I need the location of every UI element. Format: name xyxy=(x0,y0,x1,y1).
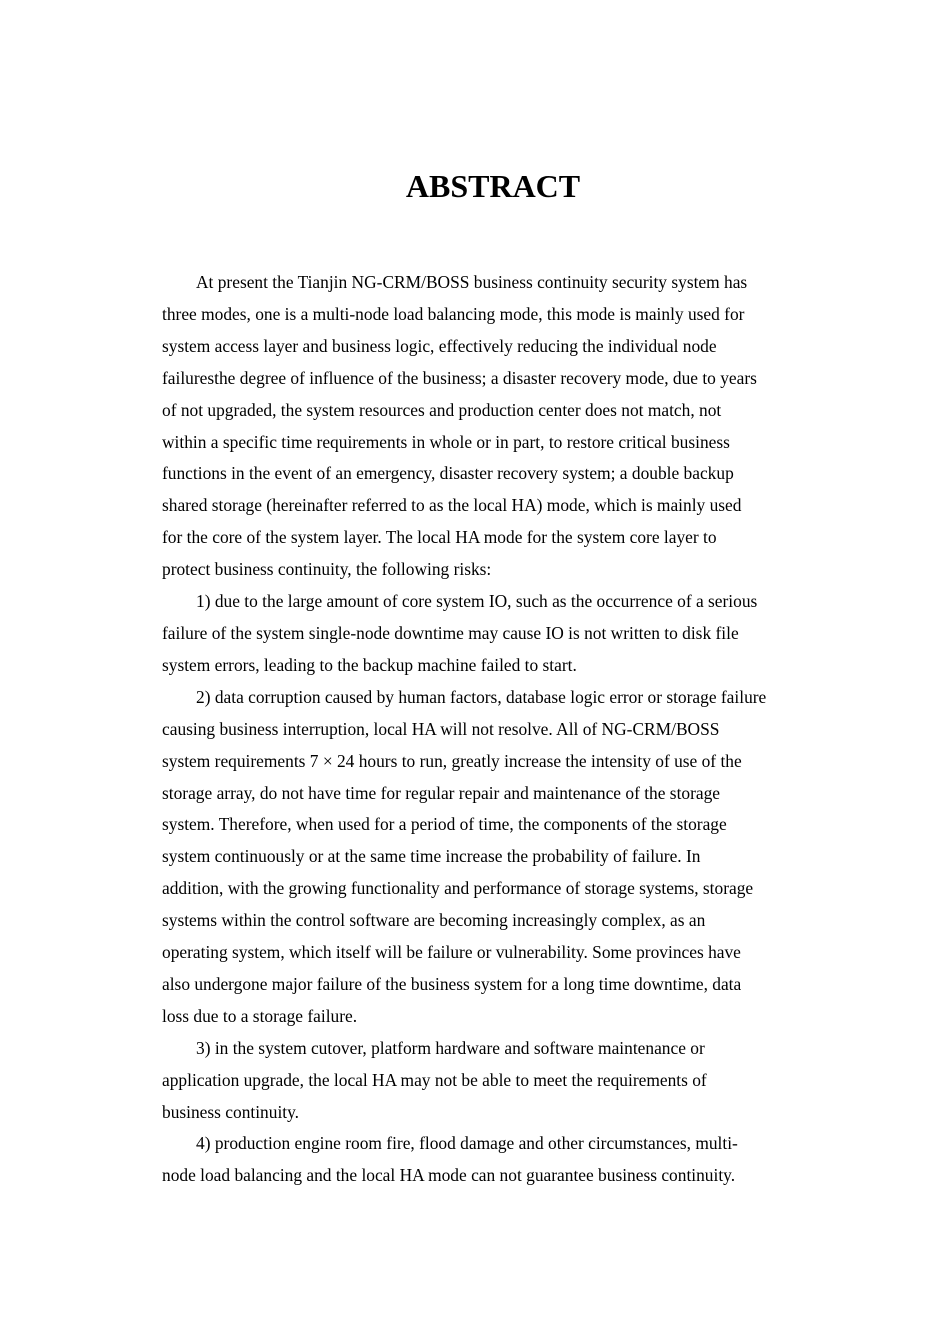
abstract-body xyxy=(162,267,826,1192)
text-line: operating system, which itself will be failure or vulnerability. Some provinces have xyxy=(162,942,741,963)
text-line: 3) in the system cutover, platform hardware and software maintenance or xyxy=(196,1037,705,1058)
text-line: causing business interruption, local HA will not resolve. All of NG-CRM/BOSS xyxy=(162,718,720,739)
text-line: 4) production engine room fire, flood damage and other circumstances, multi- xyxy=(196,1133,738,1154)
paragraph-risk-1 xyxy=(162,586,826,682)
paragraph-risk-2 xyxy=(162,682,826,1033)
text-line: business continuity. xyxy=(162,1101,300,1122)
text-line: At present the Tianjin NG-CRM/BOSS business continuity security system has xyxy=(196,272,748,292)
paragraph-risk-4 xyxy=(162,1128,826,1192)
abstract-title: ABSTRACT xyxy=(405,168,581,204)
text-line: failuresthe degree of influence of the business; a disaster recovery mode, due to years xyxy=(162,367,757,388)
text-line: addition, with the growing functionality and performance of storage systems, storage xyxy=(162,878,754,899)
paragraph-intro xyxy=(162,267,826,586)
text-line: for the core of the system layer. The local HA mode for the system core layer to xyxy=(162,527,717,548)
text-line: system requirements 7 × 24 hours to run, greatly increase the intensity of use of the xyxy=(162,750,742,771)
text-line: functions in the event of an emergency, disaster recovery system; a double backup xyxy=(162,463,734,484)
text-line: systems within the control software are becoming increasingly complex, as an xyxy=(162,910,706,931)
text-line: three modes, one is a multi-node load balancing mode, this mode is mainly used for xyxy=(162,303,745,324)
text-line: protect business continuity, the following risks: xyxy=(162,559,492,580)
text-line: also undergone major failure of the business system for a long time downtime, data xyxy=(162,973,742,994)
text-line: node load balancing and the local HA mode can not guarantee business continuity. xyxy=(162,1165,736,1186)
text-line: shared storage (hereinafter referred to as the local HA) mode, which is mainly used xyxy=(162,495,742,516)
text-line: 1) due to the large amount of core system IO, such as the occurrence of a serious xyxy=(196,591,758,612)
text-line: system. Therefore, when used for a period of time, the components of the storage xyxy=(162,814,727,835)
text-line: of not upgraded, the system resources and production center does not match, not xyxy=(162,399,722,420)
text-line: storage array, do not have time for regular repair and maintenance of the storage xyxy=(162,782,721,803)
text-line: system access layer and business logic, effectively reducing the individual node xyxy=(162,335,717,356)
text-line: application upgrade, the local HA may not be able to meet the requirements of xyxy=(162,1069,707,1090)
text-line: system continuously or at the same time increase the probability of failure. In xyxy=(162,846,701,867)
text-line: loss due to a storage failure. xyxy=(162,1005,358,1026)
text-line: failure of the system single-node downtime may cause IO is not written to disk file xyxy=(162,622,739,643)
text-line: system errors, leading to the backup machine failed to start. xyxy=(162,654,577,675)
text-line: 2) data corruption caused by human factors, database logic error or storage failure xyxy=(196,686,767,707)
paragraph-risk-3 xyxy=(162,1033,826,1129)
text-line: within a specific time requirements in whole or in part, to restore critical business xyxy=(162,431,730,452)
